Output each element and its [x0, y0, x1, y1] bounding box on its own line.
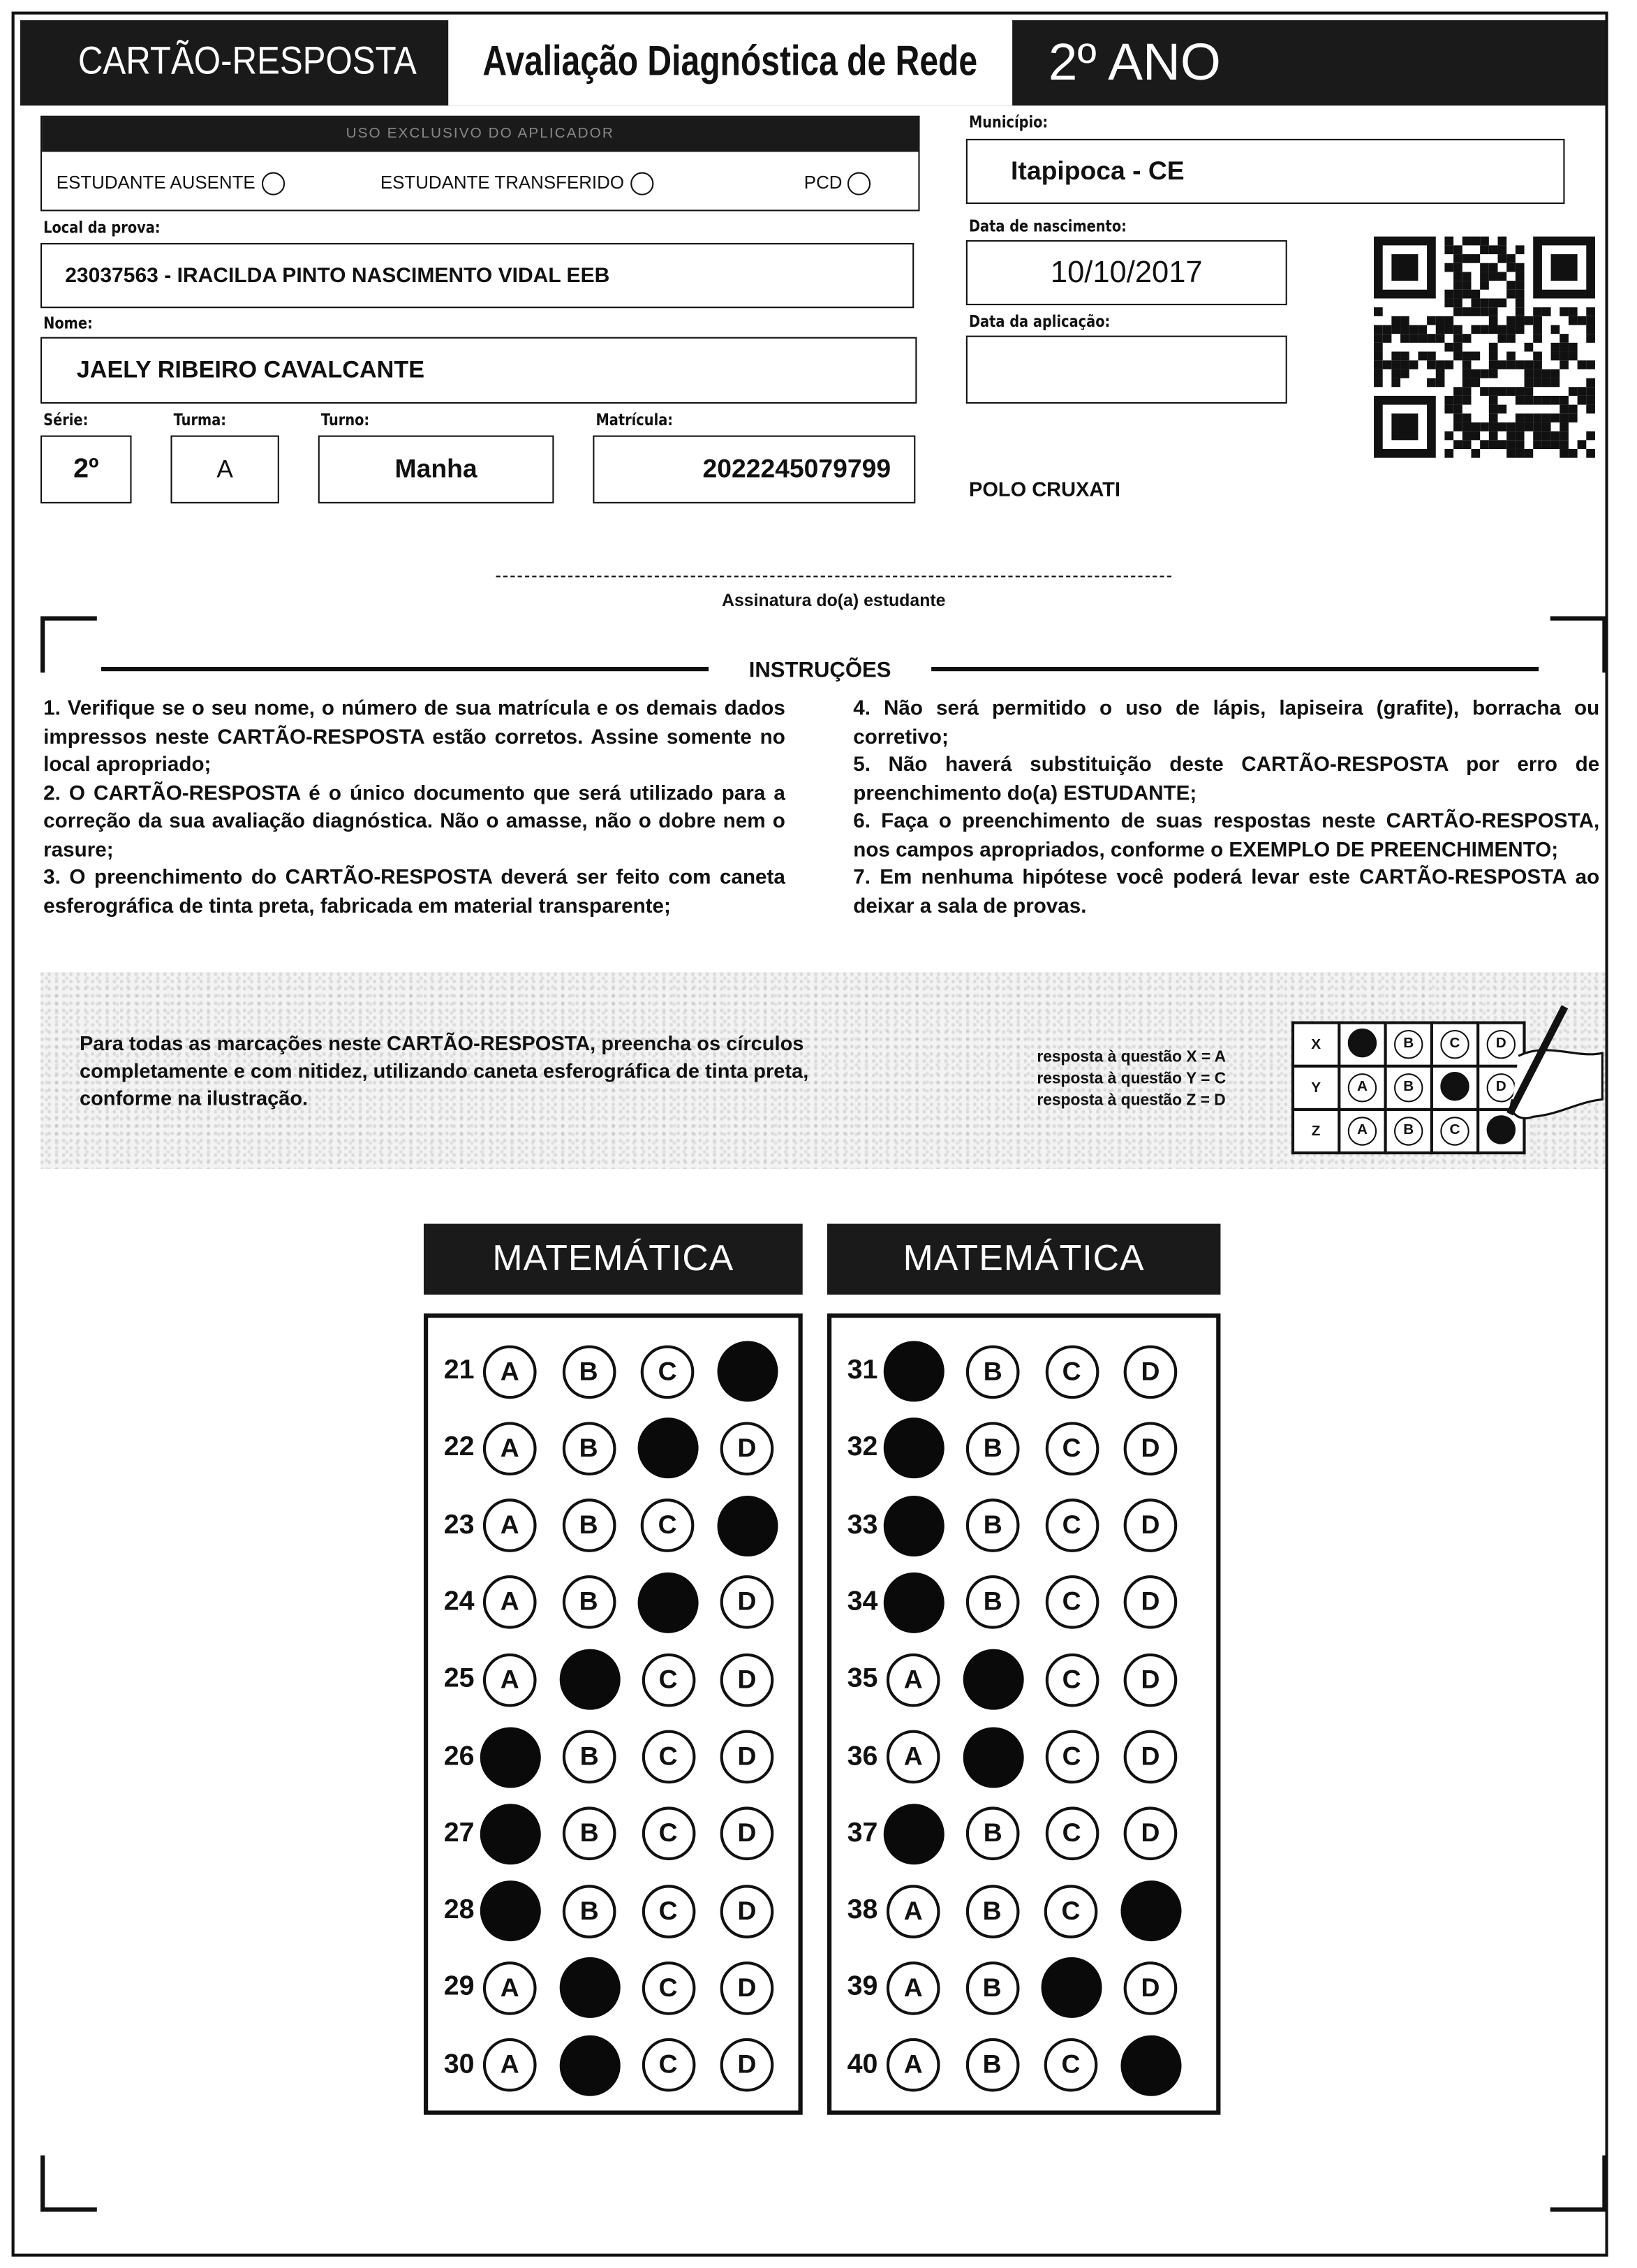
example-bubble: A	[1348, 1073, 1377, 1102]
answer-bubble-a[interactable]	[884, 1418, 945, 1479]
option-transferred[interactable]	[380, 172, 653, 196]
answer-bubble-a[interactable]: A	[887, 1961, 940, 2015]
answer-bubble-d[interactable]: D	[1124, 1807, 1178, 1861]
divider	[101, 667, 709, 671]
answer-row	[425, 1339, 799, 1403]
answer-bubble-b[interactable]	[963, 1649, 1023, 1710]
answer-bubble-a[interactable]	[884, 1341, 945, 1401]
answer-row	[829, 1725, 1203, 1788]
municipio-field: Itapipoca - CE	[966, 139, 1565, 204]
question-number: 26	[443, 1741, 475, 1772]
answer-row	[829, 1648, 1203, 1711]
instructions-left	[43, 695, 785, 921]
example-question: Y	[1293, 1066, 1339, 1110]
applicator-box	[40, 116, 920, 212]
answer-bubble-d[interactable]: D	[1124, 1422, 1178, 1475]
legend-line: resposta à questão X = A	[1037, 1048, 1227, 1066]
legend-line: resposta à questão Z = D	[1037, 1092, 1226, 1110]
corner-mark	[1550, 617, 1607, 673]
question-number: 29	[443, 1972, 475, 2003]
turma-field: A	[170, 436, 279, 503]
answer-row	[425, 1571, 799, 1635]
option-pcd[interactable]	[804, 172, 871, 196]
question-number: 39	[847, 1972, 878, 2003]
local-field: 23037563 - IRACILDA PINTO NASCIMENTO VIDAL EEB	[40, 243, 914, 308]
instruction-item: 3. O preenchimento do CARTÃO-RESPOSTA deverá ser feito com caneta esferográfica de tinta preta, fabricada em material transparente;	[43, 866, 785, 918]
answer-bubble-b[interactable]: B	[965, 2038, 1019, 2092]
answer-bubble-d[interactable]: D	[1124, 1498, 1178, 1552]
question-number: 34	[847, 1586, 878, 1617]
answer-bubble-c[interactable]: C	[1045, 1345, 1099, 1399]
answer-row	[425, 1802, 799, 1866]
answer-bubble-d[interactable]: D	[720, 1422, 774, 1475]
answer-bubble-c[interactable]: C	[642, 1653, 695, 1707]
answer-bubble-a[interactable]	[480, 1804, 541, 1864]
question-number: 38	[847, 1894, 878, 1926]
answer-row	[829, 1802, 1203, 1866]
evaluation-name	[448, 20, 1012, 105]
question-number: 33	[847, 1509, 878, 1540]
example-bubble: B	[1394, 1117, 1423, 1145]
answer-bubble-a[interactable]	[884, 1804, 945, 1864]
answer-bubble-b[interactable]: B	[562, 1422, 616, 1475]
answer-row	[829, 1879, 1203, 1943]
application-date-field	[966, 336, 1287, 404]
answer-row	[425, 1494, 799, 1557]
answer-bubble-b[interactable]: B	[563, 1730, 616, 1784]
answer-bubble-b[interactable]: B	[562, 1498, 616, 1552]
answer-bubble-d[interactable]: D	[720, 1807, 774, 1861]
question-number: 35	[847, 1663, 878, 1695]
answer-bubble-c[interactable]	[638, 1418, 699, 1479]
birthdate-field: 10/10/2017	[966, 240, 1287, 305]
answer-bubble-b[interactable]	[963, 1726, 1023, 1787]
answer-bubble-a[interactable]	[884, 1573, 945, 1633]
option-pcd-label: PCD	[803, 172, 843, 193]
answer-bubble-d[interactable]: D	[720, 1653, 774, 1707]
signature-line	[496, 575, 1171, 577]
instruction-item: 6. Faça o preenchimento de suas respostas neste CARTÃO-RESPOSTA, nos campos apropriados, conforme o EXEMPLO DE PREENCHIMENTO;	[853, 810, 1600, 862]
radio-circle[interactable]	[261, 172, 284, 196]
subject-header: MATEMÁTICA	[827, 1224, 1220, 1295]
grade-title: 2º ANO	[1048, 31, 1221, 91]
answer-bubble-b[interactable]: B	[563, 1807, 616, 1861]
example-bubble: B	[1394, 1030, 1423, 1059]
example-question: Z	[1293, 1110, 1339, 1153]
answer-bubble-b[interactable]: B	[563, 1884, 616, 1938]
question-number: 24	[443, 1586, 475, 1617]
answer-bubble-b[interactable]: B	[562, 1345, 616, 1399]
answer-grid	[424, 1313, 803, 2115]
answer-bubble-a[interactable]: A	[887, 2038, 940, 2092]
answer-grid	[827, 1313, 1220, 2115]
example-bubble: A	[1348, 1117, 1377, 1145]
question-number: 36	[847, 1741, 878, 1772]
municipio-label: Município:	[968, 112, 1049, 132]
answer-bubble-b[interactable]: B	[966, 1498, 1020, 1552]
answer-bubble-c[interactable]: C	[642, 1730, 695, 1784]
matricula-label: Matrícula:	[595, 411, 674, 430]
answer-bubble-a[interactable]: A	[483, 1653, 537, 1707]
answer-bubble-d[interactable]: D	[1124, 1653, 1178, 1707]
signature-label: Assinatura do(a) estudante	[722, 590, 946, 611]
application-date-label: Data da aplicação:	[968, 312, 1111, 332]
answer-row	[829, 1417, 1203, 1480]
turno-field: Manha	[318, 436, 554, 503]
answer-row	[425, 1957, 799, 2020]
corner-mark	[1550, 2156, 1607, 2212]
answer-bubble-d[interactable]	[716, 1341, 777, 1401]
instructions-title: INSTRUÇÕES	[748, 658, 891, 683]
question-number: 27	[443, 1818, 475, 1849]
corner-mark	[40, 617, 97, 673]
name-label: Nome:	[43, 314, 93, 333]
example-bubble: C	[1440, 1030, 1469, 1059]
answer-row	[425, 1879, 799, 1943]
answer-bubble-a[interactable]	[884, 1495, 945, 1556]
answer-bubble-c[interactable]: C	[642, 2038, 695, 2092]
subject-header: MATEMÁTICA	[424, 1224, 803, 1295]
answer-bubble-b[interactable]: B	[966, 1422, 1020, 1475]
answer-bubble-c[interactable]: C	[641, 1498, 695, 1552]
answer-bubble-a[interactable]: A	[887, 1884, 940, 1938]
answer-bubble-c[interactable]: C	[1045, 1498, 1099, 1552]
answer-bubble-c[interactable]: C	[1045, 1807, 1099, 1861]
example-bubble: B	[1394, 1073, 1423, 1102]
applicator-title: USO EXCLUSIVO DO APLICADOR	[42, 117, 918, 152]
question-number: 22	[443, 1432, 475, 1464]
example-bubble: C	[1440, 1117, 1469, 1145]
answer-bubble-d[interactable]	[1120, 2035, 1180, 2096]
instruction-item: 5. Não haverá substituição deste CARTÃO-RESPOSTA por erro de preenchimento do(a) ESTUDANTE;	[853, 753, 1600, 805]
turma-label: Turma:	[173, 411, 227, 430]
answer-bubble-d[interactable]	[1120, 1880, 1180, 1941]
instruction-item: 1. Verifique se o seu nome, o número de sua matrícula e os demais dados impressos neste CARTÃO-RESPOSTA estão corretos. Assine somente no local apropriado;	[43, 697, 785, 777]
answer-bubble-a[interactable]: A	[483, 1498, 537, 1552]
answer-bubble-c[interactable]: C	[642, 1961, 695, 2015]
question-number: 30	[443, 2049, 475, 2080]
answer-row	[829, 1494, 1203, 1557]
answer-bubble-c[interactable]: C	[1045, 1422, 1099, 1475]
polo-label: POLO CRUXATI	[968, 477, 1120, 501]
question-number: 37	[847, 1818, 878, 1849]
answer-bubble-c[interactable]: C	[642, 1884, 695, 1938]
option-absent-label: ESTUDANTE AUSENTE	[56, 172, 255, 193]
answer-bubble-c[interactable]: C	[1045, 1576, 1099, 1630]
example-bubble: D	[1487, 1073, 1516, 1102]
divider	[931, 667, 1539, 671]
answer-bubble-b[interactable]: B	[966, 1807, 1020, 1861]
answer-bubble-c[interactable]: C	[1044, 1884, 1098, 1938]
example-question: X	[1293, 1023, 1339, 1066]
answer-row	[425, 1725, 799, 1788]
instruction-item: 4. Não será permitido o uso de lápis, lapiseira (grafite), borracha ou corretivo;	[853, 697, 1600, 749]
radio-circle[interactable]	[848, 172, 871, 196]
answer-bubble-c[interactable]	[638, 1573, 699, 1633]
answer-bubble-a[interactable]: A	[483, 1345, 537, 1399]
answer-bubble-b[interactable]: B	[562, 1576, 616, 1630]
question-number: 31	[847, 1355, 878, 1386]
local-label: Local da prova:	[43, 218, 161, 237]
answer-row	[829, 2033, 1203, 2097]
answer-bubble-c[interactable]: C	[1045, 1730, 1099, 1784]
header-title: CARTÃO-RESPOSTA	[77, 38, 417, 83]
answer-bubble-b[interactable]	[559, 1958, 620, 2019]
answer-bubble-c[interactable]: C	[641, 1345, 695, 1399]
instruction-item: 7. Em nenhuma hipótese você poderá levar este CARTÃO-RESPOSTA ao deixar a sala de provas.	[853, 866, 1600, 918]
answer-row	[425, 1648, 799, 1711]
answer-bubble-a[interactable]: A	[483, 2038, 537, 2092]
answer-bubble-a[interactable]: A	[483, 1576, 537, 1630]
radio-circle[interactable]	[630, 172, 653, 196]
qr-code	[1374, 236, 1595, 459]
question-number: 40	[847, 2049, 878, 2080]
legend-line: resposta à questão Y = C	[1037, 1070, 1227, 1088]
question-number: 21	[443, 1355, 475, 1386]
birthdate-label: Data de nascimento:	[968, 216, 1127, 236]
instructions-right	[853, 695, 1599, 921]
answer-bubble-c[interactable]: C	[1045, 1653, 1099, 1707]
question-number: 28	[443, 1894, 475, 1926]
answer-bubble-d[interactable]: D	[720, 1576, 774, 1630]
answer-bubble-c[interactable]	[1042, 1958, 1102, 2019]
answer-bubble-d[interactable]: D	[720, 1961, 774, 2015]
option-transferred-label: ESTUDANTE TRANSFERIDO	[380, 172, 624, 193]
answer-bubble-d[interactable]: D	[1124, 1730, 1178, 1784]
answer-bubble-d[interactable]: D	[720, 2038, 774, 2092]
serie-field: 2º	[40, 436, 132, 503]
answer-bubble-d[interactable]: D	[720, 1884, 774, 1938]
option-absent[interactable]	[57, 172, 284, 196]
answer-bubble-d[interactable]: D	[1124, 1961, 1178, 2015]
example-bubble: D	[1487, 1030, 1516, 1059]
answer-row	[425, 1417, 799, 1480]
answer-bubble-b[interactable]: B	[966, 1576, 1020, 1630]
answer-bubble-c[interactable]: C	[642, 1807, 695, 1861]
answer-bubble-c[interactable]: C	[1044, 2038, 1098, 2092]
example-bubble	[1348, 1028, 1377, 1056]
example-bubble	[1440, 1071, 1469, 1100]
hand-pen-icon	[1475, 998, 1605, 1135]
answer-bubble-a[interactable]: A	[483, 1422, 537, 1475]
serie-label: Série:	[43, 411, 89, 430]
question-number: 32	[847, 1432, 878, 1464]
question-number: 23	[443, 1509, 475, 1540]
answer-bubble-d[interactable]: D	[1124, 1345, 1178, 1399]
answer-bubble-a[interactable]: A	[483, 1961, 537, 2015]
answer-bubble-b[interactable]: B	[965, 1961, 1019, 2015]
answer-bubble-b[interactable]	[559, 1649, 620, 1710]
answer-row	[829, 1957, 1203, 2020]
answer-row	[829, 1339, 1203, 1403]
answer-bubble-d[interactable]: D	[1124, 1576, 1178, 1630]
answer-bubble-a[interactable]: A	[887, 1653, 940, 1707]
name-field: JAELY RIBEIRO CAVALCANTE	[40, 337, 917, 404]
answer-bubble-b[interactable]	[559, 2035, 620, 2096]
answer-bubble-b[interactable]: B	[965, 1884, 1019, 1938]
answer-row	[425, 2033, 799, 2097]
answer-bubble-d[interactable]	[716, 1495, 777, 1556]
matricula-field: 2022245079799	[593, 436, 915, 503]
evaluation-title: Avaliação Diagnóstica de Rede	[482, 38, 978, 86]
question-number: 25	[443, 1663, 475, 1695]
example-legend	[1037, 1047, 1226, 1112]
answer-bubble-a[interactable]	[480, 1880, 541, 1941]
answer-bubble-a[interactable]: A	[887, 1730, 940, 1784]
turno-label: Turno:	[320, 411, 370, 430]
answer-bubble-b[interactable]: B	[966, 1345, 1020, 1399]
answer-bubble-a[interactable]	[480, 1726, 541, 1787]
example-text: Para todas as marcações neste CARTÃO-RESPOSTA, preencha os círculos completamente e com nitidez, utilizando caneta esferográfica de tinta preta, conforme na ilustração.	[79, 1031, 809, 1110]
answer-row	[829, 1571, 1203, 1635]
corner-mark	[40, 2156, 97, 2212]
answer-bubble-d[interactable]: D	[720, 1730, 774, 1784]
instruction-item: 2. O CARTÃO-RESPOSTA é o único documento que será utilizado para a correção da sua avaliação diagnóstica. Não o amasse, não o dobre nem o rasure;	[43, 781, 785, 862]
